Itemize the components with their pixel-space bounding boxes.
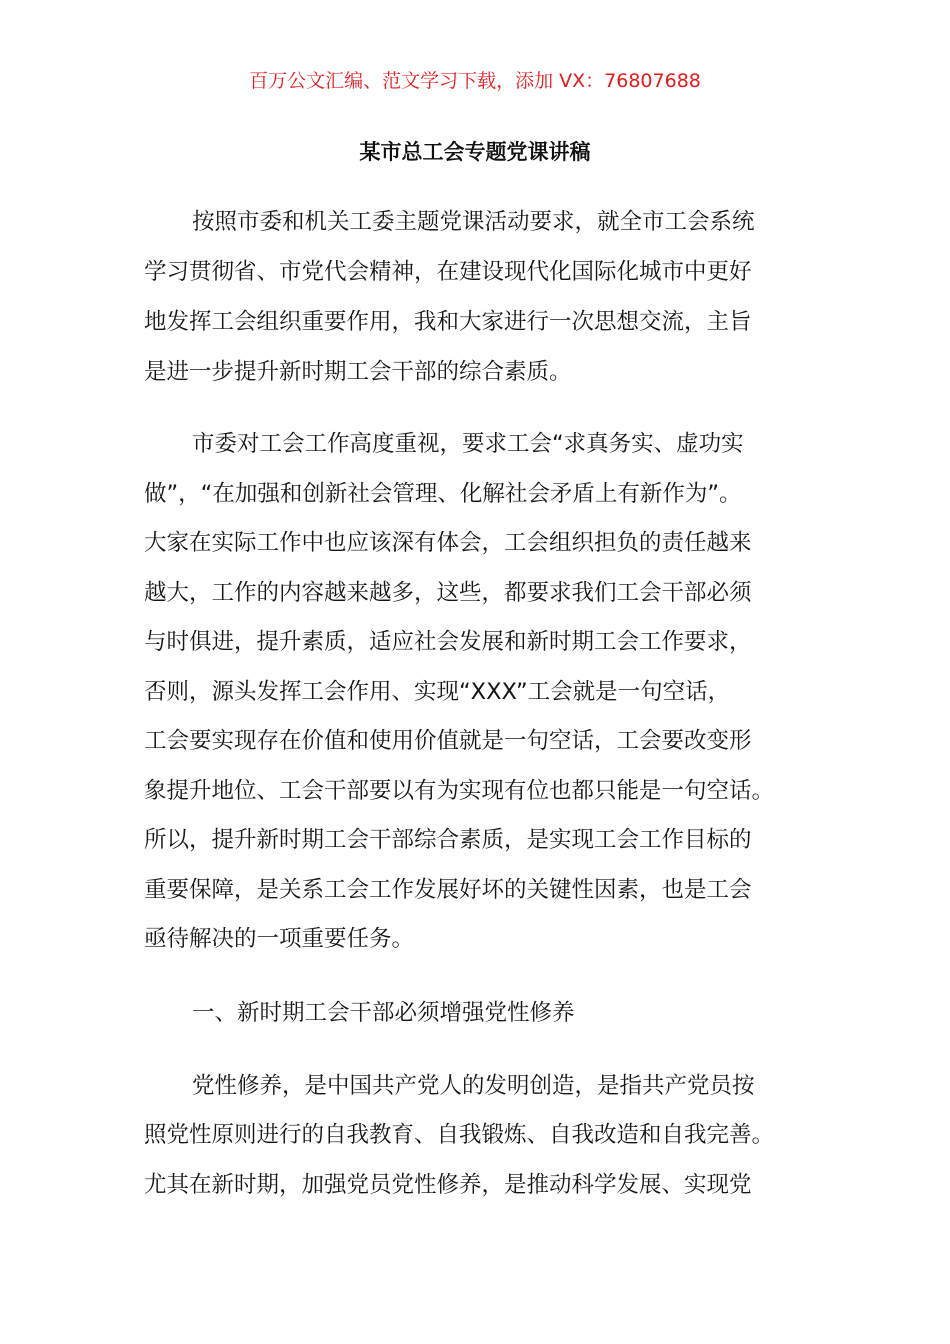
paragraph-3-line-1: 党性修养，是中国共产党人的发明创造，是指共产党员按: [192, 1073, 755, 1099]
paragraph-2-line-7: 工会要实现存在价值和使用价值就是一句空话，工会要改变形: [144, 728, 752, 754]
paragraph-2-line-8: 象提升地位、工会干部要以有为实现有位也都只能是一句空话。: [144, 778, 775, 804]
section-heading-1: 一、新时期工会干部必须增强党性修养: [192, 1000, 575, 1026]
paragraph-2-line-6: 否则，源头发挥工会作用、实现“XXX”工会就是一句空话，: [144, 679, 731, 705]
paragraph-1-line-2: 学习贯彻省、市党代会精神，在建设现代化国际化城市中更好: [144, 259, 752, 285]
paragraph-3-line-2: 照党性原则进行的自我教育、自我锻炼、自我改造和自我完善。: [144, 1122, 775, 1148]
paragraph-1-line-4: 是进一步提升新时期工会干部的综合素质。: [144, 359, 572, 385]
watermark-banner: 百万公文汇编、范文学习下载，添加 VX：76807688: [249, 70, 701, 92]
paragraph-2-line-10: 重要保障，是关系工会工作发展好坏的关键性因素，也是工会: [144, 877, 752, 903]
paragraph-3-line-3: 尤其在新时期，加强党员党性修养，是推动科学发展、实现党: [144, 1172, 752, 1198]
paragraph-2-line-9: 所以，提升新时期工会干部综合素质，是实现工会工作目标的: [144, 827, 752, 853]
paragraph-1-line-1: 按照市委和机关工委主题党课活动要求，就全市工会系统: [192, 209, 755, 235]
paragraph-2-line-11: 亟待解决的一项重要任务。: [144, 926, 415, 952]
paragraph-2-line-3: 大家在实际工作中也应该深有体会，工会组织担负的责任越来: [144, 530, 752, 556]
paragraph-2-line-2: 做”，“在加强和创新社会管理、化解社会矛盾上有新作为”。: [144, 481, 742, 507]
paragraph-2-line-4: 越大，工作的内容越来越多，这些，都要求我们工会干部必须: [144, 580, 752, 606]
paragraph-2-line-1: 市委对工会工作高度重视，要求工会“求真务实、虚功实: [192, 431, 744, 457]
paragraph-2-line-5: 与时俱进，提升素质，适应社会发展和新时期工会工作要求，: [144, 629, 752, 655]
paragraph-1-line-3: 地发挥工会组织重要作用，我和大家进行一次思想交流，主旨: [144, 309, 752, 335]
document-title: 某市总工会专题党课讲稿: [359, 140, 591, 164]
